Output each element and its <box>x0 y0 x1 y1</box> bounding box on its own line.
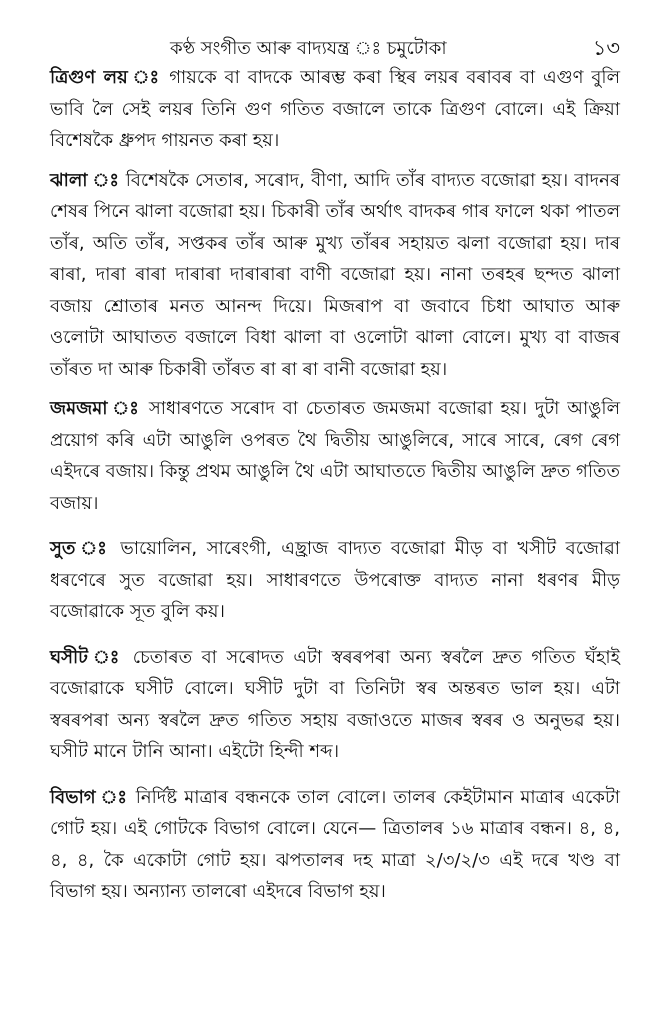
running-head: কণ্ঠ সংগীত আৰু বাদ্যযন্ত্ৰ ঃ চমুটোকা <box>170 38 447 59</box>
entry-ghasit <box>50 642 620 768</box>
entry-sut <box>50 533 620 628</box>
entry-text: ভায়োলিন, সাৰেংগী, এছ্ৰাজ বাদ্যত বজোৱা মীড় বা খসীট বজোৱা ধৰণেৰে সুত বজোৱা হয়। সাধাৰণতে উপৰোক্ত বাদ্যত নানা ধৰণৰ মীড় বজোৱাকে সূত বুলি কয়। <box>50 538 620 622</box>
entry-term: ঘসীট ঃ <box>50 646 124 668</box>
entry-text: চেতাৰত বা সৰোদত এটা স্বৰৰপৰা অন্য স্বৰলৈ দ্ৰুত গতিত ঘঁহাই বজোৱাকে ঘসীট বোলে। ঘসীট দুটা বা তিনিটা স্বৰ অন্তৰত ভাল হয়। এটা স্বৰৰপৰা অন্য স্বৰলৈ দ্ৰুত গতিত সহায় বজাওতে মাজৰ স্বৰৰ ও অনুভৱ হয়। ঘসীট মানে টানি আনা। এইটো হিন্দী শব্দ। <box>50 646 621 762</box>
entry-bibhag <box>50 782 620 908</box>
page-header <box>50 0 620 62</box>
entry-text: নিৰ্দিষ্ট মাত্ৰাৰ বন্ধনকে তাল বোলে। তালৰ কেইটামান মাত্ৰাৰ একেটা গোট হয়। এই গোটকে বিভাগ বোলে। যেনে— ত্ৰিতালৰ ১৬ মাত্ৰাৰ বন্ধন। ৪, ৪, ৪, ৪, কৈ একোটা গোট হয়। ঝপতালৰ দহ মাত্ৰা ২/৩/২/৩ এই দৰে খণ্ড বা বিভাগ হয়। অন্যান্য তালৰো এইদৰে বিভাগ হয়। <box>50 786 620 902</box>
entry-jhala <box>50 165 620 386</box>
entry-term: ত্ৰিগুণ লয় ঃ <box>50 67 162 88</box>
page-number: ১৩ <box>592 36 620 60</box>
entry-trigun-loy <box>50 62 620 157</box>
page-body <box>50 62 620 908</box>
entry-term: ঝালা ঃ <box>50 169 120 191</box>
entry-term: সুত ঃ <box>50 538 111 559</box>
entry-text: বিশেষকৈ সেতাৰ, সৰোদ, বীণা, আদি তাঁৰ বাদ্যত বজোৱা হয়। বাদনৰ শেষৰ পিনে ঝালা বজোৱা হয়। চিকাৰী তাঁৰ অৰ্থাৎ বাদকৰ গাৰ ফালে থকা পাতল তাঁৰ, অতি তাঁৰ, সপ্তকৰ তাঁৰ আৰু মুখ্য তাঁৰৰ সহায়ত ঝলা বজোৱা হয়। দাৰ ৰাৰা, দাৰা ৰাৰা দাৰাৰা দাৰাৰাৰা বাণী বজোৱা হয়। নানা তৰহৰ ছন্দত ঝালা বজায় শ্ৰোতাৰ মনত আনন্দ দিয়ে। মিজৰাপ বা জবাবে চিধা আঘাত আৰু ওলোটা আঘাতত বজালে বিধা ঝালা বা ওলোটা ঝালা বোলে। মুখ্য বা বাজৰ তাঁৰত দা আৰু চিকাৰী তাঁৰত ৰা ৰা ৰা বানী বজোৱা হয়। <box>50 169 620 380</box>
entry-text: সাধাৰণতে সৰোদ বা চেতাৰত জমজমা বজোৱা হয়। দুটা আঙুলি প্ৰয়োগ কৰি এটা আঙুলি ওপৰত থৈ দ্বিতীয় আঙুলিৰে, সাৰে সাৰে, ৰেগ ৰেগ এইদৰে বজায়। কিন্তু প্ৰথম আঙুলি থৈ এটা আঘাততে দ্বিতীয় আঙুলি দ্ৰুত গতিত বজায়। <box>50 398 620 514</box>
entry-term: বিভাগ ঃ <box>50 786 129 808</box>
entry-term: জমজমা ঃ <box>50 398 141 419</box>
entry-text: গায়কে বা বাদকে আৰম্ভ কৰা স্থিৰ লয়ৰ বৰাবৰ বা এগুণ বুলি ভাবি লৈ সেই লয়ৰ তিনি গুণ গতিত বজালে তাকে ত্ৰিগুণ বোলে। এই ক্ৰিয়া বিশেষকৈ ধ্ৰুপদ গায়নত কৰা হয়। <box>50 67 620 151</box>
entry-jamjama <box>50 393 620 519</box>
